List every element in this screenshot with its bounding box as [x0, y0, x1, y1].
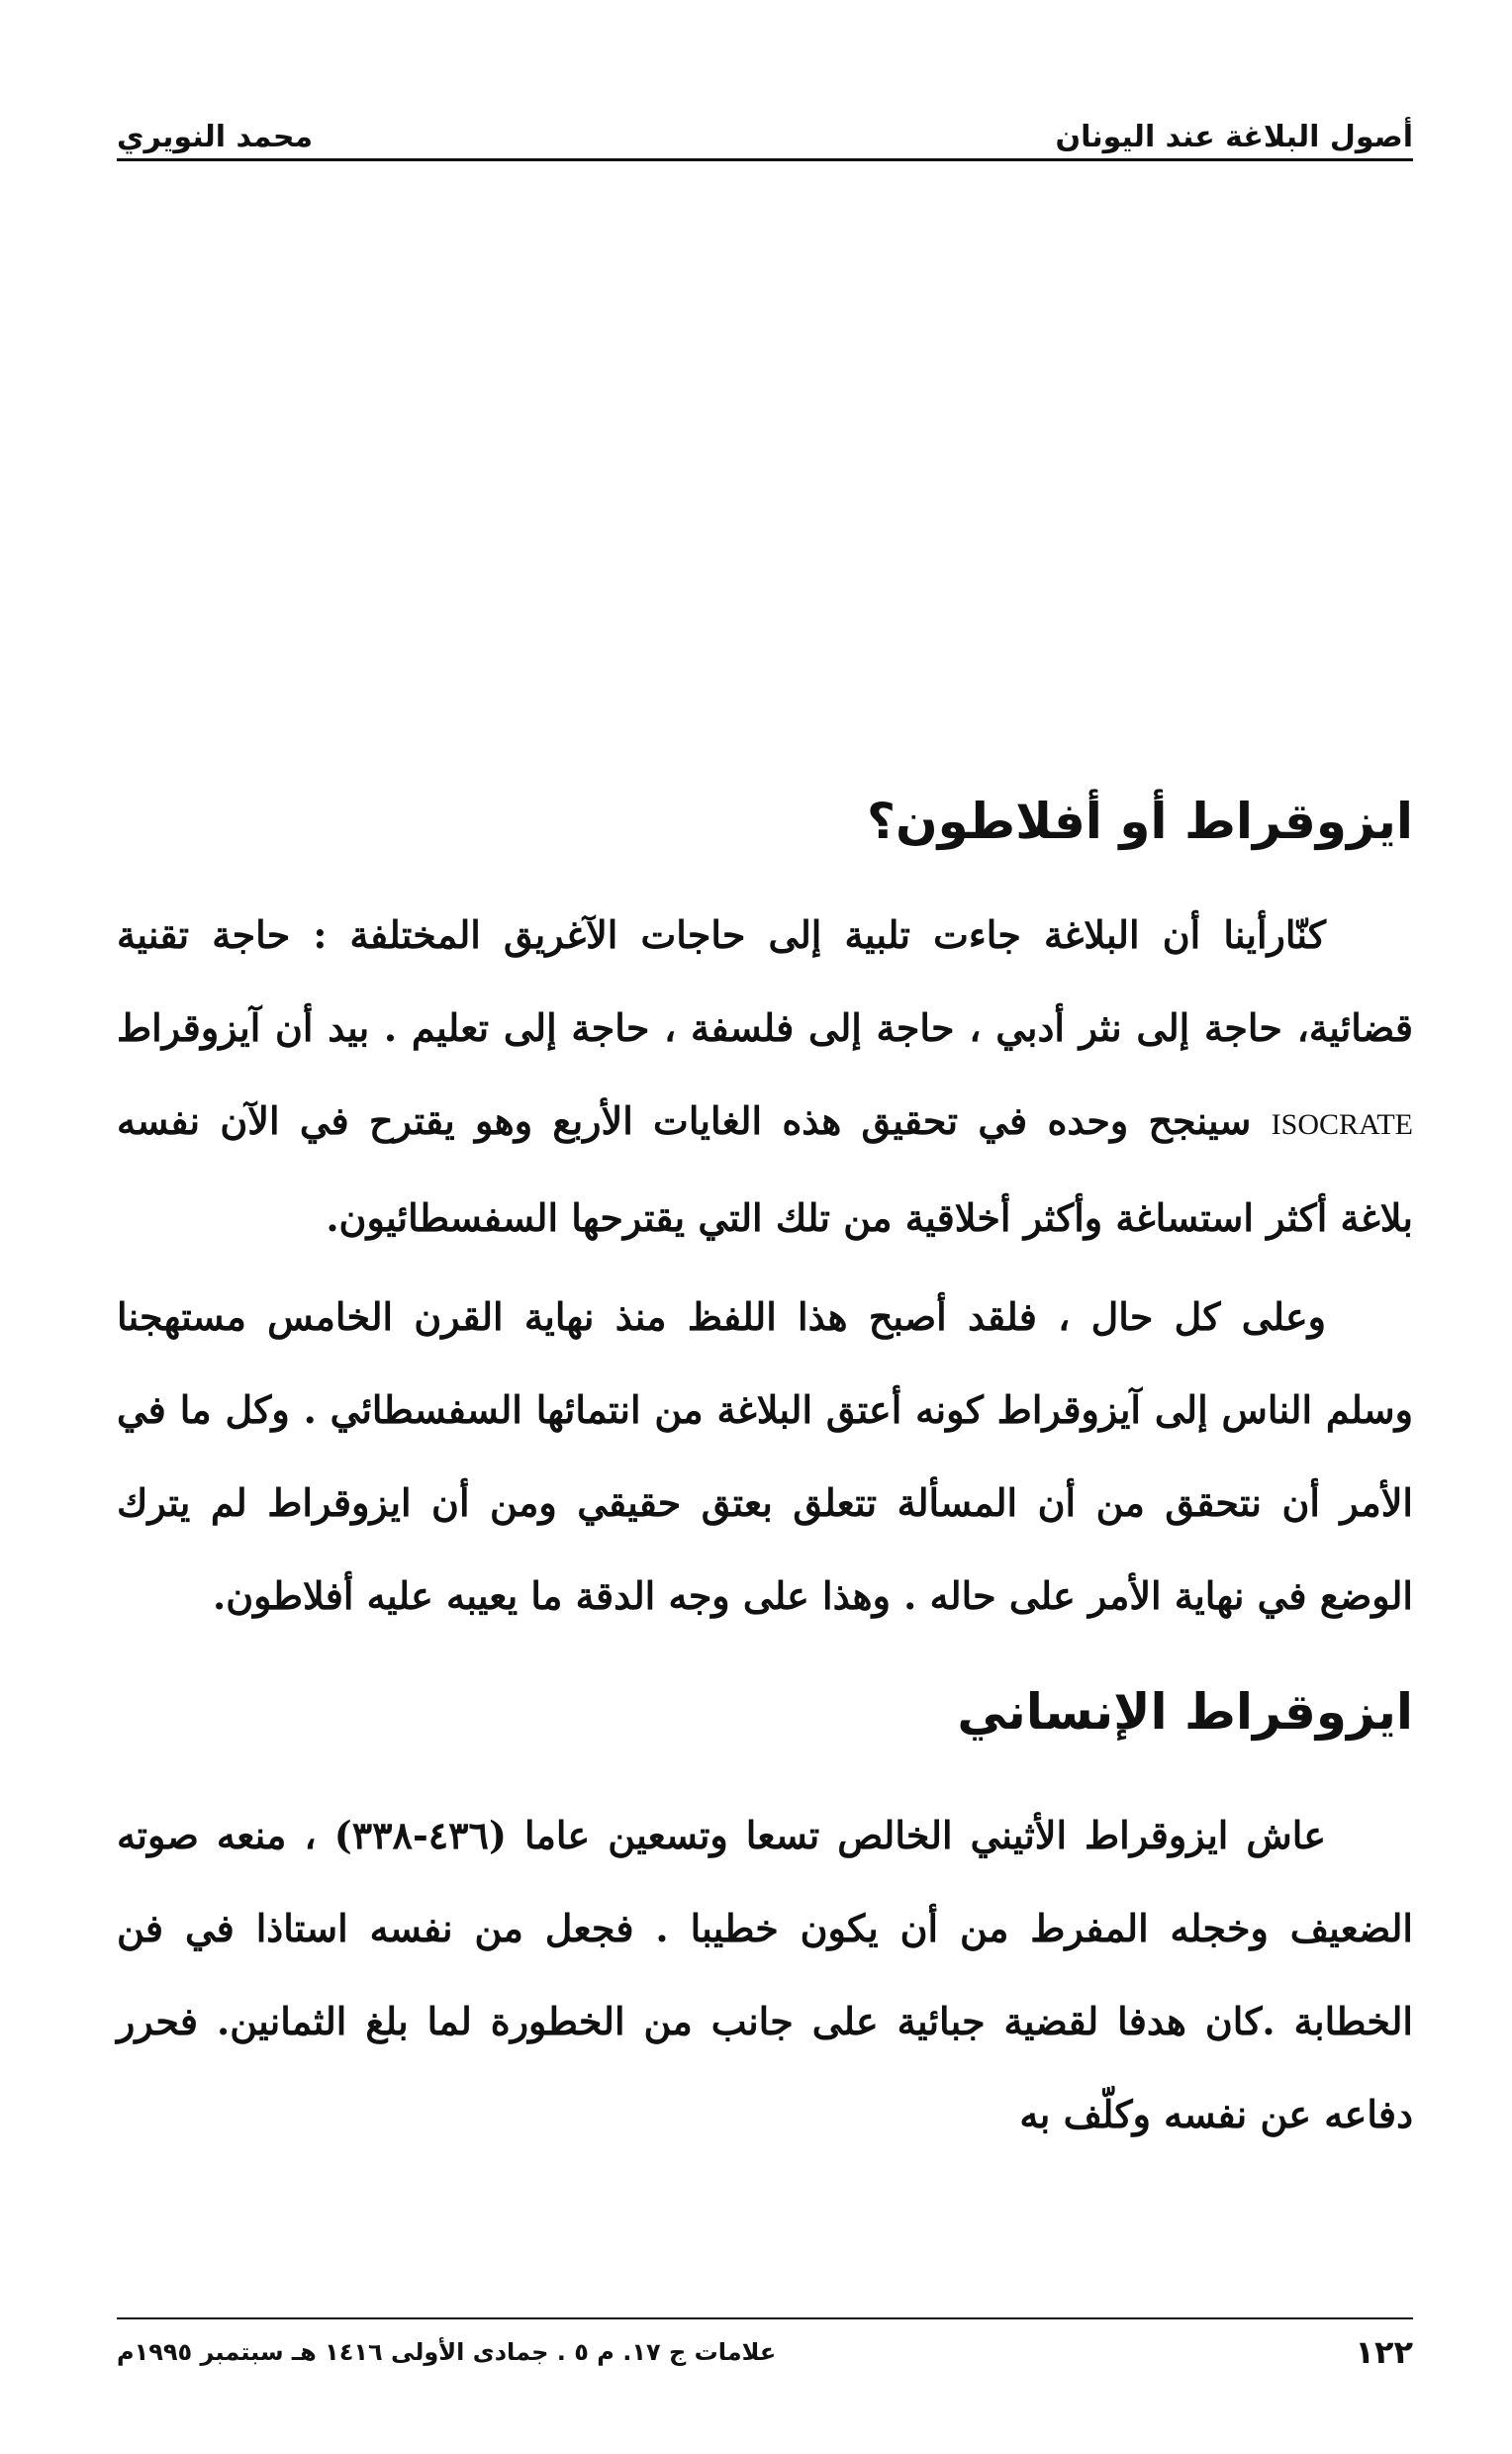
paragraph-text-part-2: سينجح وحده في تحقيق هذه الغايات الأربع وهو يقترح في الآن نفسه بلاغة أكثر استساغة وأكثر أخلاقية من تلك التي يقترحها السفسطائيون.: [117, 1098, 1413, 1240]
page-number: ١٢٢: [1355, 2333, 1413, 2371]
paragraph-rhetoric-needs: [117, 889, 1413, 1265]
main-content: [117, 792, 1413, 2167]
paragraph-sophists-term: وعلى كل حال ، فلقد أصبح هذا اللفظ منذ نهاية القرن الخامس مستهجنا وسلم الناس إلى آيزوقراط كونه أعتق البلاغة من انتمائها السفسطائي . وكل ما في الأمر أن نتحقق من أن المسألة تتعلق بعتق حقيقي ومن أن ايزوقراط لم يترك الوضع في نهاية الأمر على حاله . وهذا على وجه الدقة ما يعيبه عليه أفلاطون.: [117, 1294, 1413, 1618]
book-title: أصول البلاغة عند اليونان: [1055, 120, 1413, 154]
section-heading-humanist-isocrates: ايزوقراط الإنساني: [957, 1683, 1413, 1741]
author-name: محمد النويري: [117, 120, 314, 154]
journal-info: علامات ج ١٧. م ٥ . جمادى الأولى ١٤١٦ هـ سبتمبر ١٩٩٥م: [117, 2338, 777, 2366]
running-header: [117, 95, 1413, 154]
footer-rule: [117, 2317, 1413, 2319]
paragraph-isocrates-life: عاش ايزوقراط الأثيني الخالص تسعا وتسعين عاما (٤٣٦-٣٣٨) ، منعه صوته الضعيف وخجله المفرط من أن يكون خطيبا . فجعل من نفسه استاذا في فن الخطابة .كان هدفا لقضية جبائية على جانب من الخطورة لما بلغ الثمانين. فحرر دفاعه عن نفسه وكلّف به: [117, 1813, 1413, 2136]
header-rule: [117, 158, 1413, 161]
paragraph-text-part-1: كنّارأينا أن البلاغة جاءت تلبية إلى حاجات الآغريق المختلفة : حاجة تقنية قضائية، حاجة إلى نثر أدبي ، حاجة إلى فلسفة ، حاجة إلى تعليم . بيد أن آيزوقراط: [117, 912, 1413, 1050]
latin-name-isocrate: ISOCRATE: [1271, 1108, 1413, 1141]
section-heading-isocrates-or-plato: ايزوقراط أو أفلاطون؟: [866, 793, 1413, 850]
page-footer: [117, 2333, 1413, 2371]
